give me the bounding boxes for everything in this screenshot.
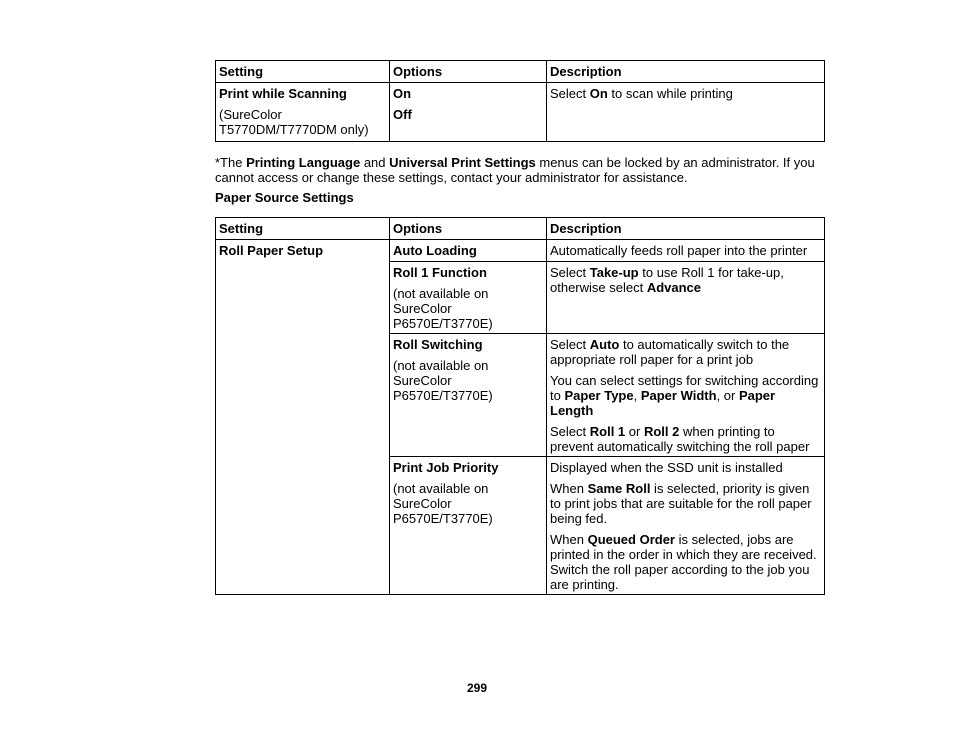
setting-cell xyxy=(216,83,390,142)
option-name: Auto Loading xyxy=(393,243,477,258)
desc-bold: Queued Order xyxy=(587,532,675,547)
option-note: (not available on SureColor P6570E/T3770E) xyxy=(393,481,493,526)
desc-bold: Auto xyxy=(589,337,620,352)
description-cell xyxy=(547,457,825,595)
table-header-row xyxy=(216,218,825,240)
header-setting: Setting xyxy=(216,218,390,240)
desc-text: When xyxy=(550,481,588,496)
desc-text: is selected, jobs are printed in the order in which they are received. Switch the roll paper according to the job you are printing. xyxy=(550,532,817,592)
paper-source-settings-table xyxy=(215,217,825,595)
option-off: Off xyxy=(393,107,412,122)
desc-bold: Advance xyxy=(646,280,702,295)
table-row xyxy=(216,83,825,142)
options-cell xyxy=(390,457,547,595)
header-description: Description xyxy=(547,61,825,83)
desc-text: to automatically switch to the appropriate roll paper for a print job xyxy=(550,337,790,367)
option-note: (not available on SureColor P6570E/T3770E) xyxy=(393,358,493,403)
setting-cell xyxy=(216,240,390,595)
header-options: Options xyxy=(390,218,547,240)
description-cell xyxy=(547,334,825,457)
desc-text: Select xyxy=(550,86,590,101)
note-bold: Universal Print Settings xyxy=(389,155,536,170)
desc-text: You can select settings for switching according to xyxy=(550,373,819,403)
desc-bold: Take-up xyxy=(589,265,639,280)
note-text: menus can be locked by an administrator. If you cannot access or change these settings, contact your administrator for assistance. xyxy=(215,155,815,185)
description-cell: Automatically feeds roll paper into the printer xyxy=(547,240,825,262)
desc-text: is selected, priority is given to print jobs that are suitable for the roll paper being fed. xyxy=(550,481,812,526)
options-cell xyxy=(390,240,547,262)
desc-text: Select xyxy=(550,424,590,439)
options-cell xyxy=(390,334,547,457)
desc-text: Select xyxy=(550,265,590,280)
header-setting: Setting xyxy=(216,61,390,83)
desc-bold: Paper Type xyxy=(564,388,634,403)
section-heading: Paper Source Settings xyxy=(215,190,354,205)
option-name: Roll Switching xyxy=(393,337,483,352)
desc-bold: On xyxy=(589,86,608,101)
desc-text: to scan while printing xyxy=(607,86,733,101)
desc-text: or xyxy=(625,424,644,439)
table-header-row xyxy=(216,61,825,83)
option-on: On xyxy=(393,86,412,101)
description-cell xyxy=(547,83,825,142)
desc-text: to use Roll 1 for take-up, otherwise select xyxy=(550,265,784,295)
option-note: (not available on SureColor P6570E/T3770E) xyxy=(393,286,493,331)
options-cell xyxy=(390,262,547,334)
print-while-scanning-table xyxy=(215,60,825,142)
header-description: Description xyxy=(547,218,825,240)
admin-lock-note xyxy=(215,155,830,185)
desc-bold: Paper Width xyxy=(640,388,717,403)
desc-text: Select xyxy=(550,337,590,352)
desc-text: When xyxy=(550,532,588,547)
header-options: Options xyxy=(390,61,547,83)
option-name: Roll 1 Function xyxy=(393,265,487,280)
desc-bold: Roll 2 xyxy=(643,424,680,439)
setting-name: Roll Paper Setup xyxy=(219,243,324,258)
desc-text: , or xyxy=(716,388,739,403)
desc-text: Displayed when the SSD unit is installed xyxy=(550,460,783,475)
setting-note: (SureColor T5770DM/T7770DM only) xyxy=(219,107,369,137)
desc-text: , xyxy=(633,388,641,403)
note-text: and xyxy=(360,155,390,170)
note-bold: Printing Language xyxy=(246,155,361,170)
setting-name: Print while Scanning xyxy=(219,86,347,101)
note-text: *The xyxy=(215,155,247,170)
desc-bold: Roll 1 xyxy=(589,424,626,439)
description-cell xyxy=(547,262,825,334)
options-cell xyxy=(390,83,547,142)
desc-bold: Paper Length xyxy=(550,388,776,418)
option-name: Print Job Priority xyxy=(393,460,499,475)
page-number: 299 xyxy=(466,681,488,695)
desc-bold: Same Roll xyxy=(587,481,651,496)
desc-text: when printing to prevent automatically switching the roll paper xyxy=(550,424,810,454)
table-row xyxy=(216,240,825,262)
